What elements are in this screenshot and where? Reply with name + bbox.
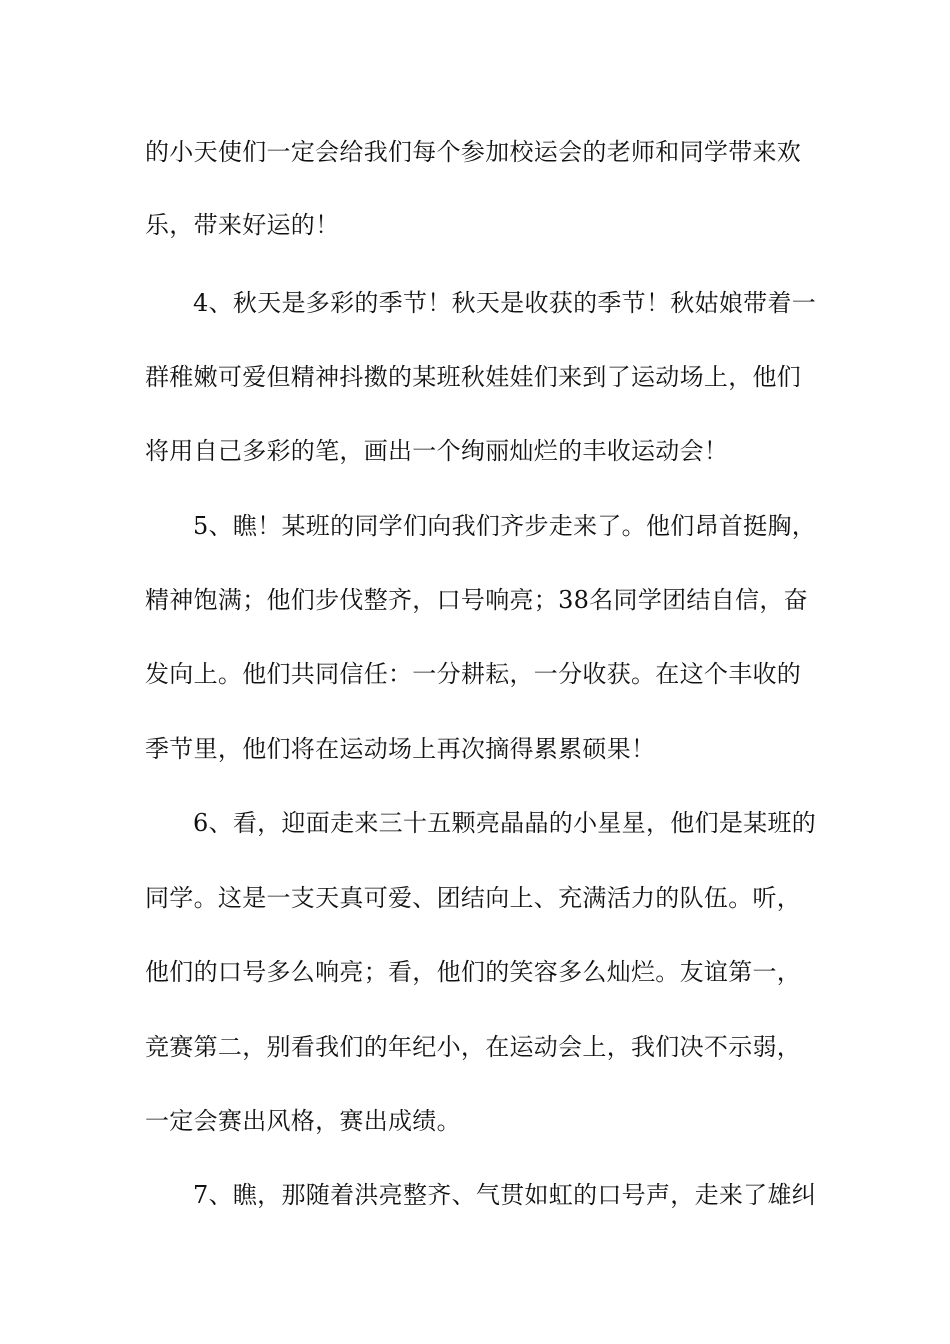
text-line: 竞赛第二，别看我们的年纪小，在运动会上，我们决不示弱， — [145, 1033, 802, 1061]
paragraph-6-start: 6、看，迎面走来三十五颗亮晶晶的小星星，他们是某班的 — [193, 809, 817, 837]
text-line: 精神饱满；他们步伐整齐，口号响亮；38名同学团结自信，奋 — [145, 586, 808, 614]
text-line: 一定会赛出风格，赛出成绩。 — [145, 1107, 461, 1135]
paragraph-7-start: 7、瞧，那随着洪亮整齐、气贯如虹的口号声，走来了雄纠 — [193, 1181, 817, 1209]
paragraph-4-start: 4、秋天是多彩的季节！秋天是收获的季节！秋姑娘带着一 — [193, 289, 817, 317]
paragraph-5-start: 5、瞧！某班的同学们向我们齐步走来了。他们昂首挺胸， — [193, 512, 817, 540]
text-line: 的小天使们一定会给我们每个参加校运会的老师和同学带来欢 — [145, 138, 802, 166]
text-line: 同学。这是一支天真可爱、团结向上、充满活力的队伍。听， — [145, 884, 802, 912]
text-line: 他们的口号多么响亮；看，他们的笑容多么灿烂。友谊第一， — [145, 958, 802, 986]
text-line: 季节里，他们将在运动场上再次摘得累累硕果！ — [145, 735, 656, 763]
text-line: 将用自己多彩的笔，画出一个绚丽灿烂的丰收运动会！ — [145, 437, 729, 465]
text-line: 乐，带来好运的！ — [145, 211, 340, 239]
text-line: 群稚嫩可爱但精神抖擞的某班秋娃娃们来到了运动场上，他们 — [145, 363, 802, 391]
text-line: 发向上。他们共同信任：一分耕耘，一分收获。在这个丰收的 — [145, 660, 802, 688]
